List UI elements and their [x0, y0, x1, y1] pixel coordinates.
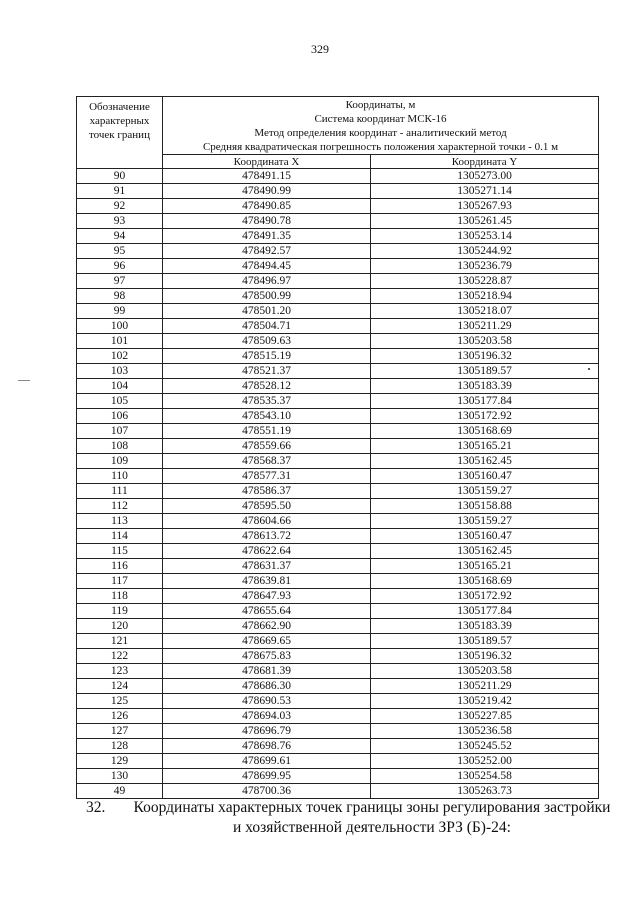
header-left-line-1: Обозначение: [89, 101, 150, 113]
table-row: [77, 529, 599, 544]
table-row: [77, 334, 599, 349]
coord-y-cell: 1305177.84: [371, 394, 599, 409]
table-row: [77, 214, 599, 229]
coord-x-cell: 478535.37: [163, 394, 371, 409]
coord-y-cell: 1305261.45: [371, 214, 599, 229]
point-id-cell: 105: [77, 394, 163, 409]
table-row: [77, 589, 599, 604]
table-row: [77, 229, 599, 244]
coord-y-cell: 1305165.21: [371, 439, 599, 454]
point-id-cell: 107: [77, 424, 163, 439]
table-row: [77, 694, 599, 709]
coord-y-cell: 1305236.58: [371, 724, 599, 739]
header-left-line-3: точек границ: [89, 129, 150, 141]
point-id-cell: 119: [77, 604, 163, 619]
coord-x-cell: 478528.12: [163, 379, 371, 394]
point-id-cell: 114: [77, 529, 163, 544]
coord-x-cell: 478491.35: [163, 229, 371, 244]
coord-x-cell: 478496.97: [163, 274, 371, 289]
point-id-cell: 120: [77, 619, 163, 634]
point-id-cell: 123: [77, 664, 163, 679]
point-id-cell: 110: [77, 469, 163, 484]
coord-x-cell: 478655.64: [163, 604, 371, 619]
coord-x-cell: 478568.37: [163, 454, 371, 469]
table-row: [77, 769, 599, 784]
coord-x-cell: 478559.66: [163, 439, 371, 454]
coord-y-cell: 1305253.14: [371, 229, 599, 244]
point-id-cell: 118: [77, 589, 163, 604]
table-row: [77, 379, 599, 394]
point-id-cell: 90: [77, 169, 163, 184]
coord-y-cell: 1305168.69: [371, 574, 599, 589]
point-id-cell: 115: [77, 544, 163, 559]
coord-x-cell: 478515.19: [163, 349, 371, 364]
coord-y-cell: 1305160.47: [371, 469, 599, 484]
coord-x-cell: 478647.93: [163, 589, 371, 604]
coord-x-cell: 478686.30: [163, 679, 371, 694]
coord-y-cell: 1305183.39: [371, 379, 599, 394]
point-id-cell: 129: [77, 754, 163, 769]
coord-x-cell: 478577.31: [163, 469, 371, 484]
point-id-cell: 104: [77, 379, 163, 394]
coord-x-cell: 478696.79: [163, 724, 371, 739]
coord-y-cell: 1305271.14: [371, 184, 599, 199]
table-row: [77, 619, 599, 634]
point-id-cell: 113: [77, 514, 163, 529]
column-y-label: Координата Y: [371, 155, 599, 169]
coord-y-cell: 1305168.69: [371, 424, 599, 439]
coord-x-cell: 478694.03: [163, 709, 371, 724]
coord-y-cell: 1305236.79: [371, 259, 599, 274]
coord-y-cell: 1305162.45: [371, 544, 599, 559]
coord-y-cell: 1305203.58: [371, 334, 599, 349]
point-id-cell: 97: [77, 274, 163, 289]
coord-y-cell: 1305183.39: [371, 619, 599, 634]
point-id-cell: 49: [77, 784, 163, 799]
coord-x-cell: 478690.53: [163, 694, 371, 709]
coord-x-cell: 478504.71: [163, 319, 371, 334]
coord-y-cell: 1305254.58: [371, 769, 599, 784]
table-row: [77, 349, 599, 364]
point-id-cell: 101: [77, 334, 163, 349]
coord-x-cell: 478521.37: [163, 364, 371, 379]
table-row: [77, 634, 599, 649]
table-row: [77, 724, 599, 739]
coord-x-cell: 478662.90: [163, 619, 371, 634]
table-row: [77, 574, 599, 589]
coord-y-cell: 1305177.84: [371, 604, 599, 619]
coord-x-cell: 478494.45: [163, 259, 371, 274]
point-id-cell: 111: [77, 484, 163, 499]
table-row: [77, 394, 599, 409]
point-id-cell: 100: [77, 319, 163, 334]
margin-mark: [18, 380, 30, 381]
section-heading: [86, 798, 616, 838]
coord-x-cell: 478639.81: [163, 574, 371, 589]
coord-x-cell: 478586.37: [163, 484, 371, 499]
section-number: 32.: [86, 799, 106, 816]
table-row: [77, 739, 599, 754]
table-row: [77, 244, 599, 259]
point-id-cell: 108: [77, 439, 163, 454]
table-row: [77, 679, 599, 694]
coord-y-cell: 1305189.57: [371, 634, 599, 649]
point-id-cell: 91: [77, 184, 163, 199]
coord-y-cell: 1305263.73: [371, 784, 599, 799]
coord-x-cell: 478681.39: [163, 664, 371, 679]
coord-y-cell: 1305252.00: [371, 754, 599, 769]
coord-y-cell: 1305172.92: [371, 589, 599, 604]
column-x-label: Координата X: [163, 155, 371, 169]
coord-y-cell: 1305196.32: [371, 349, 599, 364]
point-id-cell: 94: [77, 229, 163, 244]
table-row: [77, 559, 599, 574]
coord-y-cell: 1305267.93: [371, 199, 599, 214]
coord-x-cell: 478699.95: [163, 769, 371, 784]
section-line-2: и хозяйственной деятельности ЗРЗ (Б)-24:: [233, 819, 511, 836]
table-row: [77, 289, 599, 304]
table-row: [77, 274, 599, 289]
coord-x-cell: 478700.36: [163, 784, 371, 799]
coord-y-cell: 1305228.87: [371, 274, 599, 289]
table-row: [77, 169, 599, 184]
table-row: [77, 454, 599, 469]
coord-x-cell: 478613.72: [163, 529, 371, 544]
coord-x-cell: 478490.99: [163, 184, 371, 199]
table-row: [77, 649, 599, 664]
coord-x-cell: 478490.85: [163, 199, 371, 214]
point-id-cell: 121: [77, 634, 163, 649]
table-row: [77, 364, 599, 379]
point-id-cell: 122: [77, 649, 163, 664]
coord-y-cell: 1305159.27: [371, 514, 599, 529]
point-id-cell: 102: [77, 349, 163, 364]
table-row: [77, 709, 599, 724]
page-number: 329: [311, 42, 329, 56]
coord-x-cell: 478698.76: [163, 739, 371, 754]
coord-y-cell: 1305218.07: [371, 304, 599, 319]
table-row: [77, 544, 599, 559]
coord-x-cell: 478490.78: [163, 214, 371, 229]
table-row: [77, 439, 599, 454]
table-row: [77, 319, 599, 334]
coord-y-cell: 1305165.21: [371, 559, 599, 574]
point-designation-header: [77, 97, 163, 169]
coord-x-cell: 478500.99: [163, 289, 371, 304]
table-row: [77, 184, 599, 199]
coord-y-cell: 1305211.29: [371, 319, 599, 334]
point-id-cell: 98: [77, 289, 163, 304]
coord-x-cell: 478501.20: [163, 304, 371, 319]
coord-y-cell: 1305158.88: [371, 499, 599, 514]
coord-y-cell: 1305203.58: [371, 664, 599, 679]
point-id-cell: 127: [77, 724, 163, 739]
coord-y-cell: 1305273.00: [371, 169, 599, 184]
coord-y-cell: 1305160.47: [371, 529, 599, 544]
point-id-cell: 126: [77, 709, 163, 724]
point-id-cell: 128: [77, 739, 163, 754]
point-id-cell: 93: [77, 214, 163, 229]
coord-x-cell: 478509.63: [163, 334, 371, 349]
coord-x-cell: 478595.50: [163, 499, 371, 514]
coord-y-cell: 1305227.85: [371, 709, 599, 724]
point-id-cell: 106: [77, 409, 163, 424]
section-line-1: Координаты характерных точек границы зоны регулирования застройки: [133, 799, 611, 816]
header-right-line-3: Метод определения координат - аналитический метод: [254, 127, 507, 139]
table-header-row: [77, 97, 599, 155]
coord-x-cell: 478491.15: [163, 169, 371, 184]
point-id-cell: 103: [77, 364, 163, 379]
coord-y-cell: 1305189.57: [371, 364, 599, 379]
coord-y-cell: 1305211.29: [371, 679, 599, 694]
header-right-line-4: Средняя квадратическая погрешность положения характерной точки - 0.1 м: [202, 141, 559, 153]
header-right-line-1: Координаты, м: [345, 99, 416, 111]
coord-y-cell: 1305245.52: [371, 739, 599, 754]
coord-x-cell: 478492.57: [163, 244, 371, 259]
coord-y-cell: 1305162.45: [371, 454, 599, 469]
table-row: [77, 784, 599, 799]
coord-x-cell: 478669.65: [163, 634, 371, 649]
point-id-cell: 130: [77, 769, 163, 784]
table-row: [77, 664, 599, 679]
table-row: [77, 199, 599, 214]
coord-y-cell: 1305196.32: [371, 649, 599, 664]
coord-y-cell: 1305244.92: [371, 244, 599, 259]
coord-y-cell: 1305218.94: [371, 289, 599, 304]
header-right-line-2: Система координат МСК-16: [314, 113, 447, 125]
coord-y-cell: 1305219.42: [371, 694, 599, 709]
point-id-cell: 116: [77, 559, 163, 574]
coord-y-cell: 1305159.27: [371, 484, 599, 499]
table-row: [77, 469, 599, 484]
point-id-cell: 117: [77, 574, 163, 589]
table-row: [77, 304, 599, 319]
point-id-cell: 95: [77, 244, 163, 259]
point-id-cell: 109: [77, 454, 163, 469]
coord-x-cell: 478551.19: [163, 424, 371, 439]
coord-y-cell: 1305172.92: [371, 409, 599, 424]
point-id-cell: 92: [77, 199, 163, 214]
table-row: [77, 604, 599, 619]
coordinates-table: [76, 96, 599, 799]
point-id-cell: 125: [77, 694, 163, 709]
table-row: [77, 259, 599, 274]
point-id-cell: 99: [77, 304, 163, 319]
coord-x-cell: 478543.10: [163, 409, 371, 424]
coord-x-cell: 478675.83: [163, 649, 371, 664]
point-id-cell: 124: [77, 679, 163, 694]
table-row: [77, 754, 599, 769]
point-id-cell: 112: [77, 499, 163, 514]
header-left-line-2: характерных: [89, 115, 150, 127]
table-row: [77, 499, 599, 514]
coordinates-header: [163, 97, 599, 155]
coord-x-cell: 478631.37: [163, 559, 371, 574]
table-row: [77, 424, 599, 439]
table-row: [77, 484, 599, 499]
coord-x-cell: 478604.66: [163, 514, 371, 529]
point-id-cell: 96: [77, 259, 163, 274]
table-row: [77, 514, 599, 529]
coord-x-cell: 478699.61: [163, 754, 371, 769]
coord-x-cell: 478622.64: [163, 544, 371, 559]
table-row: [77, 409, 599, 424]
